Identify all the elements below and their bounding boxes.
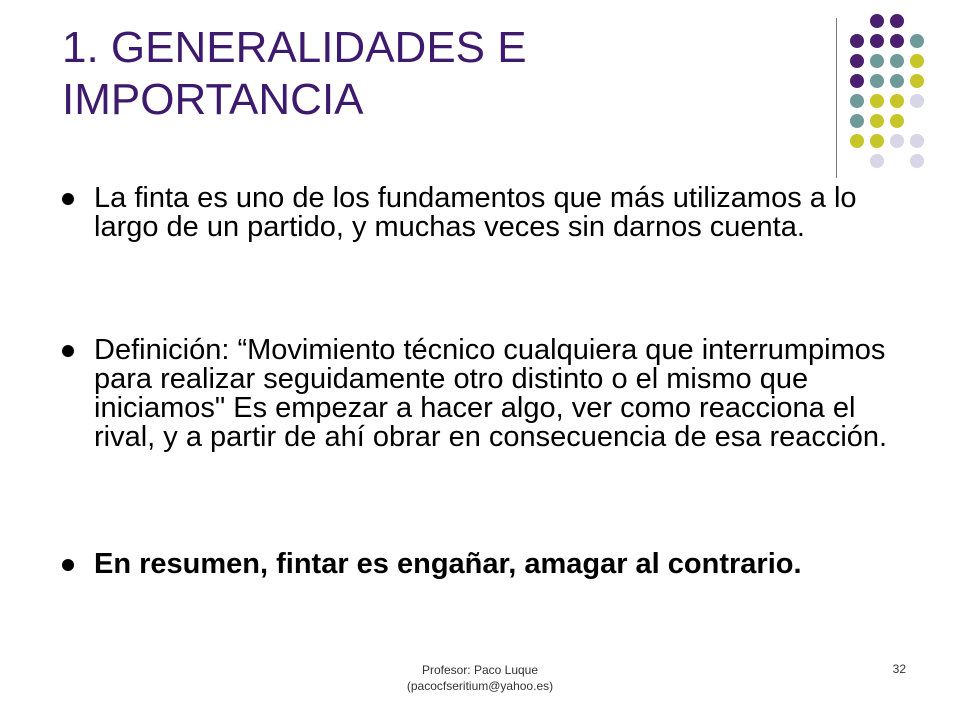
slide-title: 1. GENERALIDADES E IMPORTANCIA <box>62 23 527 124</box>
footer-author: Profesor: Paco Luque <box>421 663 539 677</box>
decor-dot <box>850 74 864 88</box>
bullet-dot-icon <box>62 559 74 571</box>
bullet-text: Definición: “Movimiento técnico cualquiera que interrumpimos para realizar seguidamente otro distinto o el mismo que iniciamos" Es empezar a hacer algo, ver como reacciona el rival, y a partir de ahí obrar en consecuencia de esa reacción. <box>94 334 888 453</box>
footer <box>380 662 580 694</box>
decor-dot <box>870 74 884 88</box>
decor-dot <box>870 154 884 168</box>
bullet-text: La finta es uno de los fundamentos que más utilizamos a lo largo de un partido, y muchas veces sin darnos cuenta. <box>94 182 857 243</box>
decor-dot <box>850 54 864 68</box>
decor-dot <box>870 134 884 148</box>
footer-email: (pacocfseritium@yahoo.es) <box>406 679 554 693</box>
decor-dot <box>870 94 884 108</box>
decor-dot <box>910 134 924 148</box>
decor-dot <box>910 34 924 48</box>
decor-dot <box>850 34 864 48</box>
decor-dot <box>910 54 924 68</box>
decor-dot <box>890 94 904 108</box>
decor-dot <box>850 114 864 128</box>
bullet-dot-icon <box>62 345 74 357</box>
decor-dot <box>850 134 864 148</box>
decor-dot <box>870 14 884 28</box>
bullet-text-bold: En resumen, fintar es engañar, amagar al contrario. <box>94 548 802 580</box>
decor-dot <box>910 74 924 88</box>
decor-dot <box>850 94 864 108</box>
decorative-dot-grid <box>850 14 950 164</box>
decor-dot <box>890 74 904 88</box>
decor-dot <box>890 34 904 48</box>
decor-dot <box>870 54 884 68</box>
decor-dot <box>890 114 904 128</box>
decor-dot <box>890 54 904 68</box>
decor-dot <box>870 34 884 48</box>
divider-line <box>836 18 837 178</box>
bullet-dot-icon <box>62 193 74 205</box>
decor-dot <box>870 114 884 128</box>
decor-dot <box>890 14 904 28</box>
page-number: 32 <box>892 662 906 676</box>
decor-dot <box>910 154 924 168</box>
decor-dot <box>890 134 904 148</box>
decor-dot <box>910 94 924 108</box>
